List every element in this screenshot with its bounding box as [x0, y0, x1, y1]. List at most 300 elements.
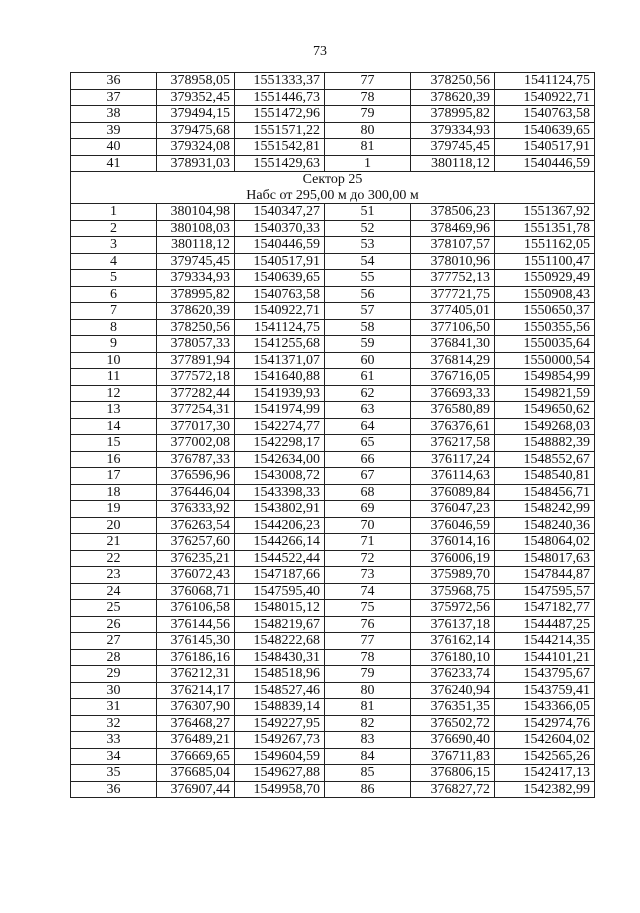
right-point-number: 80 [325, 122, 411, 139]
table-row [71, 122, 595, 139]
right-x-coordinate: 376580,89 [411, 402, 495, 419]
top-rows [71, 73, 595, 172]
right-point-number: 51 [325, 204, 411, 221]
table-row [71, 451, 595, 468]
right-point-number: 55 [325, 270, 411, 287]
left-x-coordinate: 378250,56 [157, 319, 235, 336]
right-point-number: 62 [325, 385, 411, 402]
right-x-coordinate: 376006,19 [411, 550, 495, 567]
right-y-coordinate: 1542565,26 [495, 748, 595, 765]
right-x-coordinate: 378995,82 [411, 106, 495, 123]
right-point-number: 64 [325, 418, 411, 435]
left-y-coordinate: 1541640,88 [235, 369, 325, 386]
left-x-coordinate: 376907,44 [157, 781, 235, 798]
table-row [71, 204, 595, 221]
left-point-number: 33 [71, 732, 157, 749]
right-point-number: 75 [325, 600, 411, 617]
right-x-coordinate: 376502,72 [411, 715, 495, 732]
right-y-coordinate: 1550035,64 [495, 336, 595, 353]
right-x-coordinate: 376814,29 [411, 352, 495, 369]
right-y-coordinate: 1550355,56 [495, 319, 595, 336]
left-x-coordinate: 376307,90 [157, 699, 235, 716]
left-x-coordinate: 378620,39 [157, 303, 235, 320]
left-y-coordinate: 1543802,91 [235, 501, 325, 518]
left-y-coordinate: 1551446,73 [235, 89, 325, 106]
right-x-coordinate: 378107,57 [411, 237, 495, 254]
table-row [71, 616, 595, 633]
left-point-number: 5 [71, 270, 157, 287]
right-y-coordinate: 1548882,39 [495, 435, 595, 452]
table-row [71, 139, 595, 156]
left-point-number: 10 [71, 352, 157, 369]
right-x-coordinate: 376716,05 [411, 369, 495, 386]
right-x-coordinate: 379334,93 [411, 122, 495, 139]
right-y-coordinate: 1540446,59 [495, 155, 595, 172]
left-x-coordinate: 376333,92 [157, 501, 235, 518]
table-row [71, 336, 595, 353]
right-y-coordinate: 1544487,25 [495, 616, 595, 633]
left-y-coordinate: 1540370,33 [235, 220, 325, 237]
right-x-coordinate: 377721,75 [411, 286, 495, 303]
right-y-coordinate: 1549821,59 [495, 385, 595, 402]
table-row [71, 303, 595, 320]
right-point-number: 67 [325, 468, 411, 485]
left-x-coordinate: 376145,30 [157, 633, 235, 650]
right-x-coordinate: 375968,75 [411, 583, 495, 600]
left-y-coordinate: 1548527,46 [235, 682, 325, 699]
left-y-coordinate: 1541371,07 [235, 352, 325, 369]
right-y-coordinate: 1548540,81 [495, 468, 595, 485]
left-y-coordinate: 1549627,88 [235, 765, 325, 782]
right-point-number: 78 [325, 89, 411, 106]
right-y-coordinate: 1550000,54 [495, 352, 595, 369]
left-y-coordinate: 1540922,71 [235, 303, 325, 320]
left-point-number: 36 [71, 781, 157, 798]
main-rows [71, 204, 595, 798]
right-x-coordinate: 376233,74 [411, 666, 495, 683]
right-point-number: 80 [325, 682, 411, 699]
right-point-number: 81 [325, 699, 411, 716]
right-y-coordinate: 1542604,02 [495, 732, 595, 749]
left-y-coordinate: 1540639,65 [235, 270, 325, 287]
left-point-number: 17 [71, 468, 157, 485]
right-y-coordinate: 1547844,87 [495, 567, 595, 584]
left-x-coordinate: 380104,98 [157, 204, 235, 221]
left-y-coordinate: 1540446,59 [235, 237, 325, 254]
right-y-coordinate: 1551367,92 [495, 204, 595, 221]
left-point-number: 39 [71, 122, 157, 139]
right-x-coordinate: 376841,30 [411, 336, 495, 353]
left-y-coordinate: 1541124,75 [235, 319, 325, 336]
table-row [71, 600, 595, 617]
table-row [71, 567, 595, 584]
right-point-number: 70 [325, 517, 411, 534]
right-y-coordinate: 1542974,76 [495, 715, 595, 732]
left-y-coordinate: 1548219,67 [235, 616, 325, 633]
left-point-number: 29 [71, 666, 157, 683]
left-point-number: 30 [71, 682, 157, 699]
left-point-number: 26 [71, 616, 157, 633]
right-y-coordinate: 1543759,41 [495, 682, 595, 699]
right-point-number: 82 [325, 715, 411, 732]
left-y-coordinate: 1543008,72 [235, 468, 325, 485]
right-y-coordinate: 1540763,58 [495, 106, 595, 123]
right-y-coordinate: 1551100,47 [495, 253, 595, 270]
left-point-number: 28 [71, 649, 157, 666]
left-point-number: 31 [71, 699, 157, 716]
right-y-coordinate: 1548242,99 [495, 501, 595, 518]
table-row [71, 517, 595, 534]
left-point-number: 37 [71, 89, 157, 106]
right-y-coordinate: 1551351,78 [495, 220, 595, 237]
left-x-coordinate: 378995,82 [157, 286, 235, 303]
left-y-coordinate: 1544522,44 [235, 550, 325, 567]
right-x-coordinate: 376114,63 [411, 468, 495, 485]
right-y-coordinate: 1547182,77 [495, 600, 595, 617]
right-point-number: 54 [325, 253, 411, 270]
right-x-coordinate: 379745,45 [411, 139, 495, 156]
left-x-coordinate: 379475,68 [157, 122, 235, 139]
left-x-coordinate: 376257,60 [157, 534, 235, 551]
left-point-number: 38 [71, 106, 157, 123]
left-x-coordinate: 376072,43 [157, 567, 235, 584]
left-x-coordinate: 376446,04 [157, 484, 235, 501]
right-point-number: 63 [325, 402, 411, 419]
table-row [71, 319, 595, 336]
left-y-coordinate: 1542298,17 [235, 435, 325, 452]
right-x-coordinate: 378506,23 [411, 204, 495, 221]
left-x-coordinate: 377002,08 [157, 435, 235, 452]
left-point-number: 35 [71, 765, 157, 782]
right-x-coordinate: 376690,40 [411, 732, 495, 749]
right-y-coordinate: 1549854,99 [495, 369, 595, 386]
left-x-coordinate: 377017,30 [157, 418, 235, 435]
left-point-number: 34 [71, 748, 157, 765]
left-y-coordinate: 1540763,58 [235, 286, 325, 303]
left-point-number: 25 [71, 600, 157, 617]
right-y-coordinate: 1548240,36 [495, 517, 595, 534]
right-point-number: 59 [325, 336, 411, 353]
right-point-number: 77 [325, 633, 411, 650]
left-x-coordinate: 376489,21 [157, 732, 235, 749]
table-row [71, 369, 595, 386]
right-point-number: 56 [325, 286, 411, 303]
left-point-number: 14 [71, 418, 157, 435]
table-row [71, 352, 595, 369]
right-x-coordinate: 375972,56 [411, 600, 495, 617]
left-x-coordinate: 376669,65 [157, 748, 235, 765]
right-x-coordinate: 376806,15 [411, 765, 495, 782]
left-x-coordinate: 379494,15 [157, 106, 235, 123]
left-y-coordinate: 1541974,99 [235, 402, 325, 419]
right-y-coordinate: 1540639,65 [495, 122, 595, 139]
table-row [71, 550, 595, 567]
left-x-coordinate: 376212,31 [157, 666, 235, 683]
right-point-number: 53 [325, 237, 411, 254]
right-point-number: 61 [325, 369, 411, 386]
right-x-coordinate: 376047,23 [411, 501, 495, 518]
left-x-coordinate: 378931,03 [157, 155, 235, 172]
table-row [71, 237, 595, 254]
right-y-coordinate: 1540922,71 [495, 89, 595, 106]
right-y-coordinate: 1543366,05 [495, 699, 595, 716]
left-y-coordinate: 1548839,14 [235, 699, 325, 716]
table-row [71, 73, 595, 90]
table-row [71, 534, 595, 551]
right-y-coordinate: 1542382,99 [495, 781, 595, 798]
left-x-coordinate: 376263,54 [157, 517, 235, 534]
right-point-number: 69 [325, 501, 411, 518]
right-x-coordinate: 376180,10 [411, 649, 495, 666]
left-x-coordinate: 376787,33 [157, 451, 235, 468]
right-x-coordinate: 376089,84 [411, 484, 495, 501]
right-point-number: 79 [325, 666, 411, 683]
left-y-coordinate: 1547187,66 [235, 567, 325, 584]
table-row [71, 106, 595, 123]
right-y-coordinate: 1548456,71 [495, 484, 595, 501]
right-y-coordinate: 1548552,67 [495, 451, 595, 468]
right-x-coordinate: 378469,96 [411, 220, 495, 237]
right-point-number: 66 [325, 451, 411, 468]
right-x-coordinate: 377405,01 [411, 303, 495, 320]
right-point-number: 74 [325, 583, 411, 600]
table-row [71, 89, 595, 106]
section-title: Сектор 25 [302, 172, 363, 187]
right-y-coordinate: 1540517,91 [495, 139, 595, 156]
right-y-coordinate: 1550929,49 [495, 270, 595, 287]
right-y-coordinate: 1549650,62 [495, 402, 595, 419]
left-x-coordinate: 378057,33 [157, 336, 235, 353]
left-x-coordinate: 376068,71 [157, 583, 235, 600]
left-y-coordinate: 1542634,00 [235, 451, 325, 468]
left-point-number: 24 [71, 583, 157, 600]
right-x-coordinate: 376711,83 [411, 748, 495, 765]
left-x-coordinate: 380108,03 [157, 220, 235, 237]
left-point-number: 36 [71, 73, 157, 90]
table-row [71, 253, 595, 270]
left-point-number: 19 [71, 501, 157, 518]
table-row [71, 682, 595, 699]
left-y-coordinate: 1548518,96 [235, 666, 325, 683]
right-y-coordinate: 1551162,05 [495, 237, 595, 254]
right-point-number: 85 [325, 765, 411, 782]
right-point-number: 83 [325, 732, 411, 749]
table-row [71, 748, 595, 765]
left-point-number: 15 [71, 435, 157, 452]
left-x-coordinate: 377572,18 [157, 369, 235, 386]
left-point-number: 6 [71, 286, 157, 303]
left-point-number: 8 [71, 319, 157, 336]
right-x-coordinate: 376014,16 [411, 534, 495, 551]
table-row [71, 385, 595, 402]
left-point-number: 32 [71, 715, 157, 732]
right-x-coordinate: 376046,59 [411, 517, 495, 534]
left-point-number: 18 [71, 484, 157, 501]
right-x-coordinate: 376217,58 [411, 435, 495, 452]
left-point-number: 3 [71, 237, 157, 254]
left-y-coordinate: 1540517,91 [235, 253, 325, 270]
right-x-coordinate: 378620,39 [411, 89, 495, 106]
left-point-number: 13 [71, 402, 157, 419]
right-x-coordinate: 376693,33 [411, 385, 495, 402]
left-y-coordinate: 1544206,23 [235, 517, 325, 534]
left-x-coordinate: 379352,45 [157, 89, 235, 106]
left-y-coordinate: 1548222,68 [235, 633, 325, 650]
left-y-coordinate: 1547595,40 [235, 583, 325, 600]
left-point-number: 11 [71, 369, 157, 386]
right-point-number: 65 [325, 435, 411, 452]
left-x-coordinate: 376186,16 [157, 649, 235, 666]
left-y-coordinate: 1542274,77 [235, 418, 325, 435]
table-row [71, 649, 595, 666]
left-point-number: 2 [71, 220, 157, 237]
table-row [71, 699, 595, 716]
left-point-number: 21 [71, 534, 157, 551]
left-point-number: 9 [71, 336, 157, 353]
left-y-coordinate: 1541939,93 [235, 385, 325, 402]
right-x-coordinate: 376376,61 [411, 418, 495, 435]
table-row [71, 435, 595, 452]
left-x-coordinate: 379745,45 [157, 253, 235, 270]
right-y-coordinate: 1549268,03 [495, 418, 595, 435]
table-row [71, 270, 595, 287]
left-y-coordinate: 1540347,27 [235, 204, 325, 221]
left-y-coordinate: 1548430,31 [235, 649, 325, 666]
left-y-coordinate: 1543398,33 [235, 484, 325, 501]
right-point-number: 86 [325, 781, 411, 798]
left-y-coordinate: 1549267,73 [235, 732, 325, 749]
right-point-number: 52 [325, 220, 411, 237]
right-point-number: 78 [325, 649, 411, 666]
right-y-coordinate: 1542417,13 [495, 765, 595, 782]
right-x-coordinate: 376162,14 [411, 633, 495, 650]
right-x-coordinate: 380118,12 [411, 155, 495, 172]
table-row [71, 484, 595, 501]
right-y-coordinate: 1550650,37 [495, 303, 595, 320]
left-point-number: 27 [71, 633, 157, 650]
left-y-coordinate: 1551429,63 [235, 155, 325, 172]
right-point-number: 71 [325, 534, 411, 551]
left-y-coordinate: 1541255,68 [235, 336, 325, 353]
right-point-number: 60 [325, 352, 411, 369]
right-point-number: 1 [325, 155, 411, 172]
left-point-number: 1 [71, 204, 157, 221]
left-x-coordinate: 379334,93 [157, 270, 235, 287]
right-point-number: 76 [325, 616, 411, 633]
table-row [71, 765, 595, 782]
left-x-coordinate: 377254,31 [157, 402, 235, 419]
left-x-coordinate: 380118,12 [157, 237, 235, 254]
table-row [71, 402, 595, 419]
left-x-coordinate: 376468,27 [157, 715, 235, 732]
right-y-coordinate: 1550908,43 [495, 286, 595, 303]
right-y-coordinate: 1543795,67 [495, 666, 595, 683]
right-point-number: 57 [325, 303, 411, 320]
right-x-coordinate: 376351,35 [411, 699, 495, 716]
left-x-coordinate: 376144,56 [157, 616, 235, 633]
left-point-number: 12 [71, 385, 157, 402]
left-point-number: 20 [71, 517, 157, 534]
left-y-coordinate: 1544266,14 [235, 534, 325, 551]
right-x-coordinate: 376137,18 [411, 616, 495, 633]
right-point-number: 77 [325, 73, 411, 90]
right-x-coordinate: 376827,72 [411, 781, 495, 798]
right-y-coordinate: 1544101,21 [495, 649, 595, 666]
table-row [71, 715, 595, 732]
right-point-number: 84 [325, 748, 411, 765]
right-x-coordinate: 375989,70 [411, 567, 495, 584]
right-x-coordinate: 378010,96 [411, 253, 495, 270]
left-x-coordinate: 376685,04 [157, 765, 235, 782]
right-y-coordinate: 1544214,35 [495, 633, 595, 650]
right-y-coordinate: 1548064,02 [495, 534, 595, 551]
right-point-number: 73 [325, 567, 411, 584]
left-x-coordinate: 377282,44 [157, 385, 235, 402]
right-y-coordinate: 1547595,57 [495, 583, 595, 600]
left-x-coordinate: 379324,08 [157, 139, 235, 156]
table-row [71, 781, 595, 798]
left-y-coordinate: 1549227,95 [235, 715, 325, 732]
table-row [71, 286, 595, 303]
right-point-number: 72 [325, 550, 411, 567]
left-point-number: 16 [71, 451, 157, 468]
right-x-coordinate: 377752,13 [411, 270, 495, 287]
left-point-number: 7 [71, 303, 157, 320]
left-point-number: 4 [71, 253, 157, 270]
page-number: 73 [313, 44, 327, 59]
right-point-number: 81 [325, 139, 411, 156]
table-row [71, 633, 595, 650]
table-row [71, 501, 595, 518]
left-point-number: 23 [71, 567, 157, 584]
right-point-number: 68 [325, 484, 411, 501]
table-row [71, 220, 595, 237]
left-y-coordinate: 1551333,37 [235, 73, 325, 90]
right-x-coordinate: 377106,50 [411, 319, 495, 336]
section-header [71, 172, 595, 204]
left-x-coordinate: 376596,96 [157, 468, 235, 485]
left-y-coordinate: 1551472,96 [235, 106, 325, 123]
right-y-coordinate: 1548017,63 [495, 550, 595, 567]
table-row [71, 155, 595, 172]
section-cell [71, 172, 595, 204]
left-point-number: 22 [71, 550, 157, 567]
left-x-coordinate: 376106,58 [157, 600, 235, 617]
left-y-coordinate: 1548015,12 [235, 600, 325, 617]
table-row [71, 732, 595, 749]
left-x-coordinate: 377891,94 [157, 352, 235, 369]
left-y-coordinate: 1551571,22 [235, 122, 325, 139]
table-row [71, 583, 595, 600]
section-subtitle: Набс от 295,00 м до 300,00 м [246, 187, 419, 203]
table-row [71, 418, 595, 435]
left-y-coordinate: 1549604,59 [235, 748, 325, 765]
right-x-coordinate: 376117,24 [411, 451, 495, 468]
right-x-coordinate: 376240,94 [411, 682, 495, 699]
right-x-coordinate: 378250,56 [411, 73, 495, 90]
right-point-number: 79 [325, 106, 411, 123]
coordinates-table [70, 72, 595, 798]
table-row [71, 666, 595, 683]
left-point-number: 41 [71, 155, 157, 172]
left-x-coordinate: 376214,17 [157, 682, 235, 699]
left-x-coordinate: 376235,21 [157, 550, 235, 567]
left-y-coordinate: 1551542,81 [235, 139, 325, 156]
table-row [71, 468, 595, 485]
right-y-coordinate: 1541124,75 [495, 73, 595, 90]
left-point-number: 40 [71, 139, 157, 156]
right-point-number: 58 [325, 319, 411, 336]
